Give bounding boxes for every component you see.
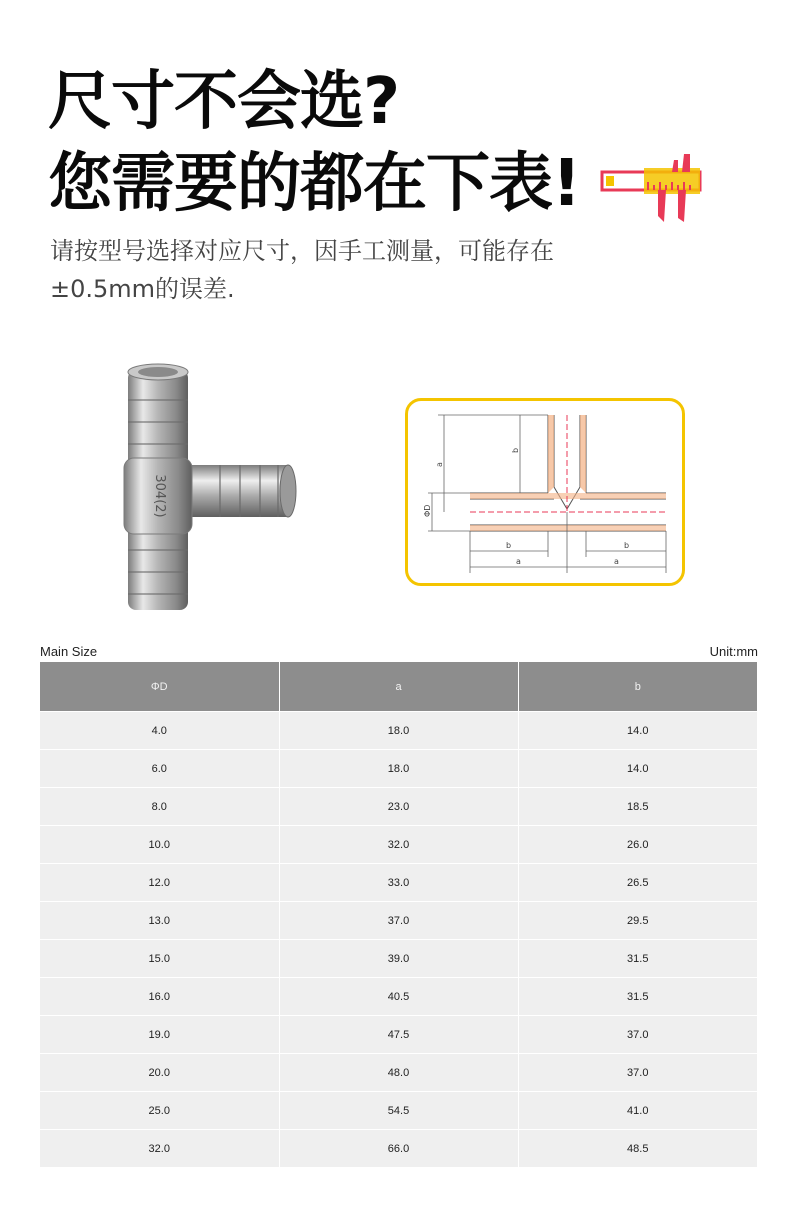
cell-b: 29.5 — [518, 902, 757, 940]
cell-a: 23.0 — [279, 788, 518, 826]
cell-diameter: 13.0 — [40, 902, 279, 940]
cell-b: 37.0 — [518, 1054, 757, 1092]
table-row — [40, 1016, 757, 1054]
table-row — [40, 902, 757, 940]
diagram-label-a-left: a — [516, 557, 521, 566]
cell-diameter: 8.0 — [40, 788, 279, 826]
column-header-diameter: ΦD — [40, 662, 279, 712]
cell-b: 48.5 — [518, 1130, 757, 1168]
cell-b: 14.0 — [518, 712, 757, 750]
size-table — [40, 662, 757, 1167]
cell-a: 48.0 — [279, 1054, 518, 1092]
diagram-label-d: ΦD — [423, 504, 432, 517]
table-row — [40, 712, 757, 750]
cell-a: 33.0 — [279, 864, 518, 902]
cell-a: 39.0 — [279, 940, 518, 978]
cell-diameter: 16.0 — [40, 978, 279, 1016]
cell-diameter: 10.0 — [40, 826, 279, 864]
cell-b: 37.0 — [518, 1016, 757, 1054]
cell-diameter: 20.0 — [40, 1054, 279, 1092]
cell-a: 32.0 — [279, 826, 518, 864]
cell-a: 18.0 — [279, 750, 518, 788]
column-header-b: b — [518, 662, 757, 712]
table-row — [40, 978, 757, 1016]
cell-b: 26.5 — [518, 864, 757, 902]
cell-diameter: 6.0 — [40, 750, 279, 788]
table-row — [40, 1054, 757, 1092]
diagram-label-a-right: a — [614, 557, 619, 566]
table-row — [40, 750, 757, 788]
table-row — [40, 1092, 757, 1130]
cell-b: 18.5 — [518, 788, 757, 826]
cell-diameter: 19.0 — [40, 1016, 279, 1054]
cell-diameter: 32.0 — [40, 1130, 279, 1168]
cell-diameter: 15.0 — [40, 940, 279, 978]
cell-a: 54.5 — [279, 1092, 518, 1130]
cell-b: 31.5 — [518, 940, 757, 978]
cell-b: 26.0 — [518, 826, 757, 864]
table-header-row — [40, 662, 757, 712]
cell-a: 66.0 — [279, 1130, 518, 1168]
table-caption: Main Size — [40, 644, 98, 659]
headline-line-2: 您需要的都在下表! — [48, 147, 581, 221]
product-photo — [100, 350, 320, 620]
product-stamp: 304(2) — [152, 474, 167, 518]
table-row — [40, 826, 757, 864]
cell-b: 14.0 — [518, 750, 757, 788]
measurement-note: 请按型号选择对应尺寸，因手工测量，可能存在±0.5mm的误差. — [50, 237, 554, 303]
headline-line-1: 尺寸不会选? — [48, 65, 400, 139]
diagram-label-a-vertical: a — [435, 462, 444, 467]
column-header-a: a — [279, 662, 518, 712]
cell-a: 37.0 — [279, 902, 518, 940]
cell-a: 47.5 — [279, 1016, 518, 1054]
table-row — [40, 788, 757, 826]
cell-diameter: 25.0 — [40, 1092, 279, 1130]
diagram-label-b-vertical: b — [511, 447, 520, 453]
cell-diameter: 4.0 — [40, 712, 279, 750]
caliper-icon — [600, 152, 704, 224]
diagram-label-b-right: b — [624, 541, 630, 550]
cell-diameter: 12.0 — [40, 864, 279, 902]
cell-a: 40.5 — [279, 978, 518, 1016]
cell-b: 41.0 — [518, 1092, 757, 1130]
dimension-diagram — [405, 398, 685, 586]
table-row — [40, 1130, 757, 1168]
cell-b: 31.5 — [518, 978, 757, 1016]
diagram-label-b-left: b — [506, 541, 512, 550]
table-row — [40, 864, 757, 902]
unit-caption: Unit:mm — [709, 644, 758, 659]
table-row — [40, 940, 757, 978]
cell-a: 18.0 — [279, 712, 518, 750]
